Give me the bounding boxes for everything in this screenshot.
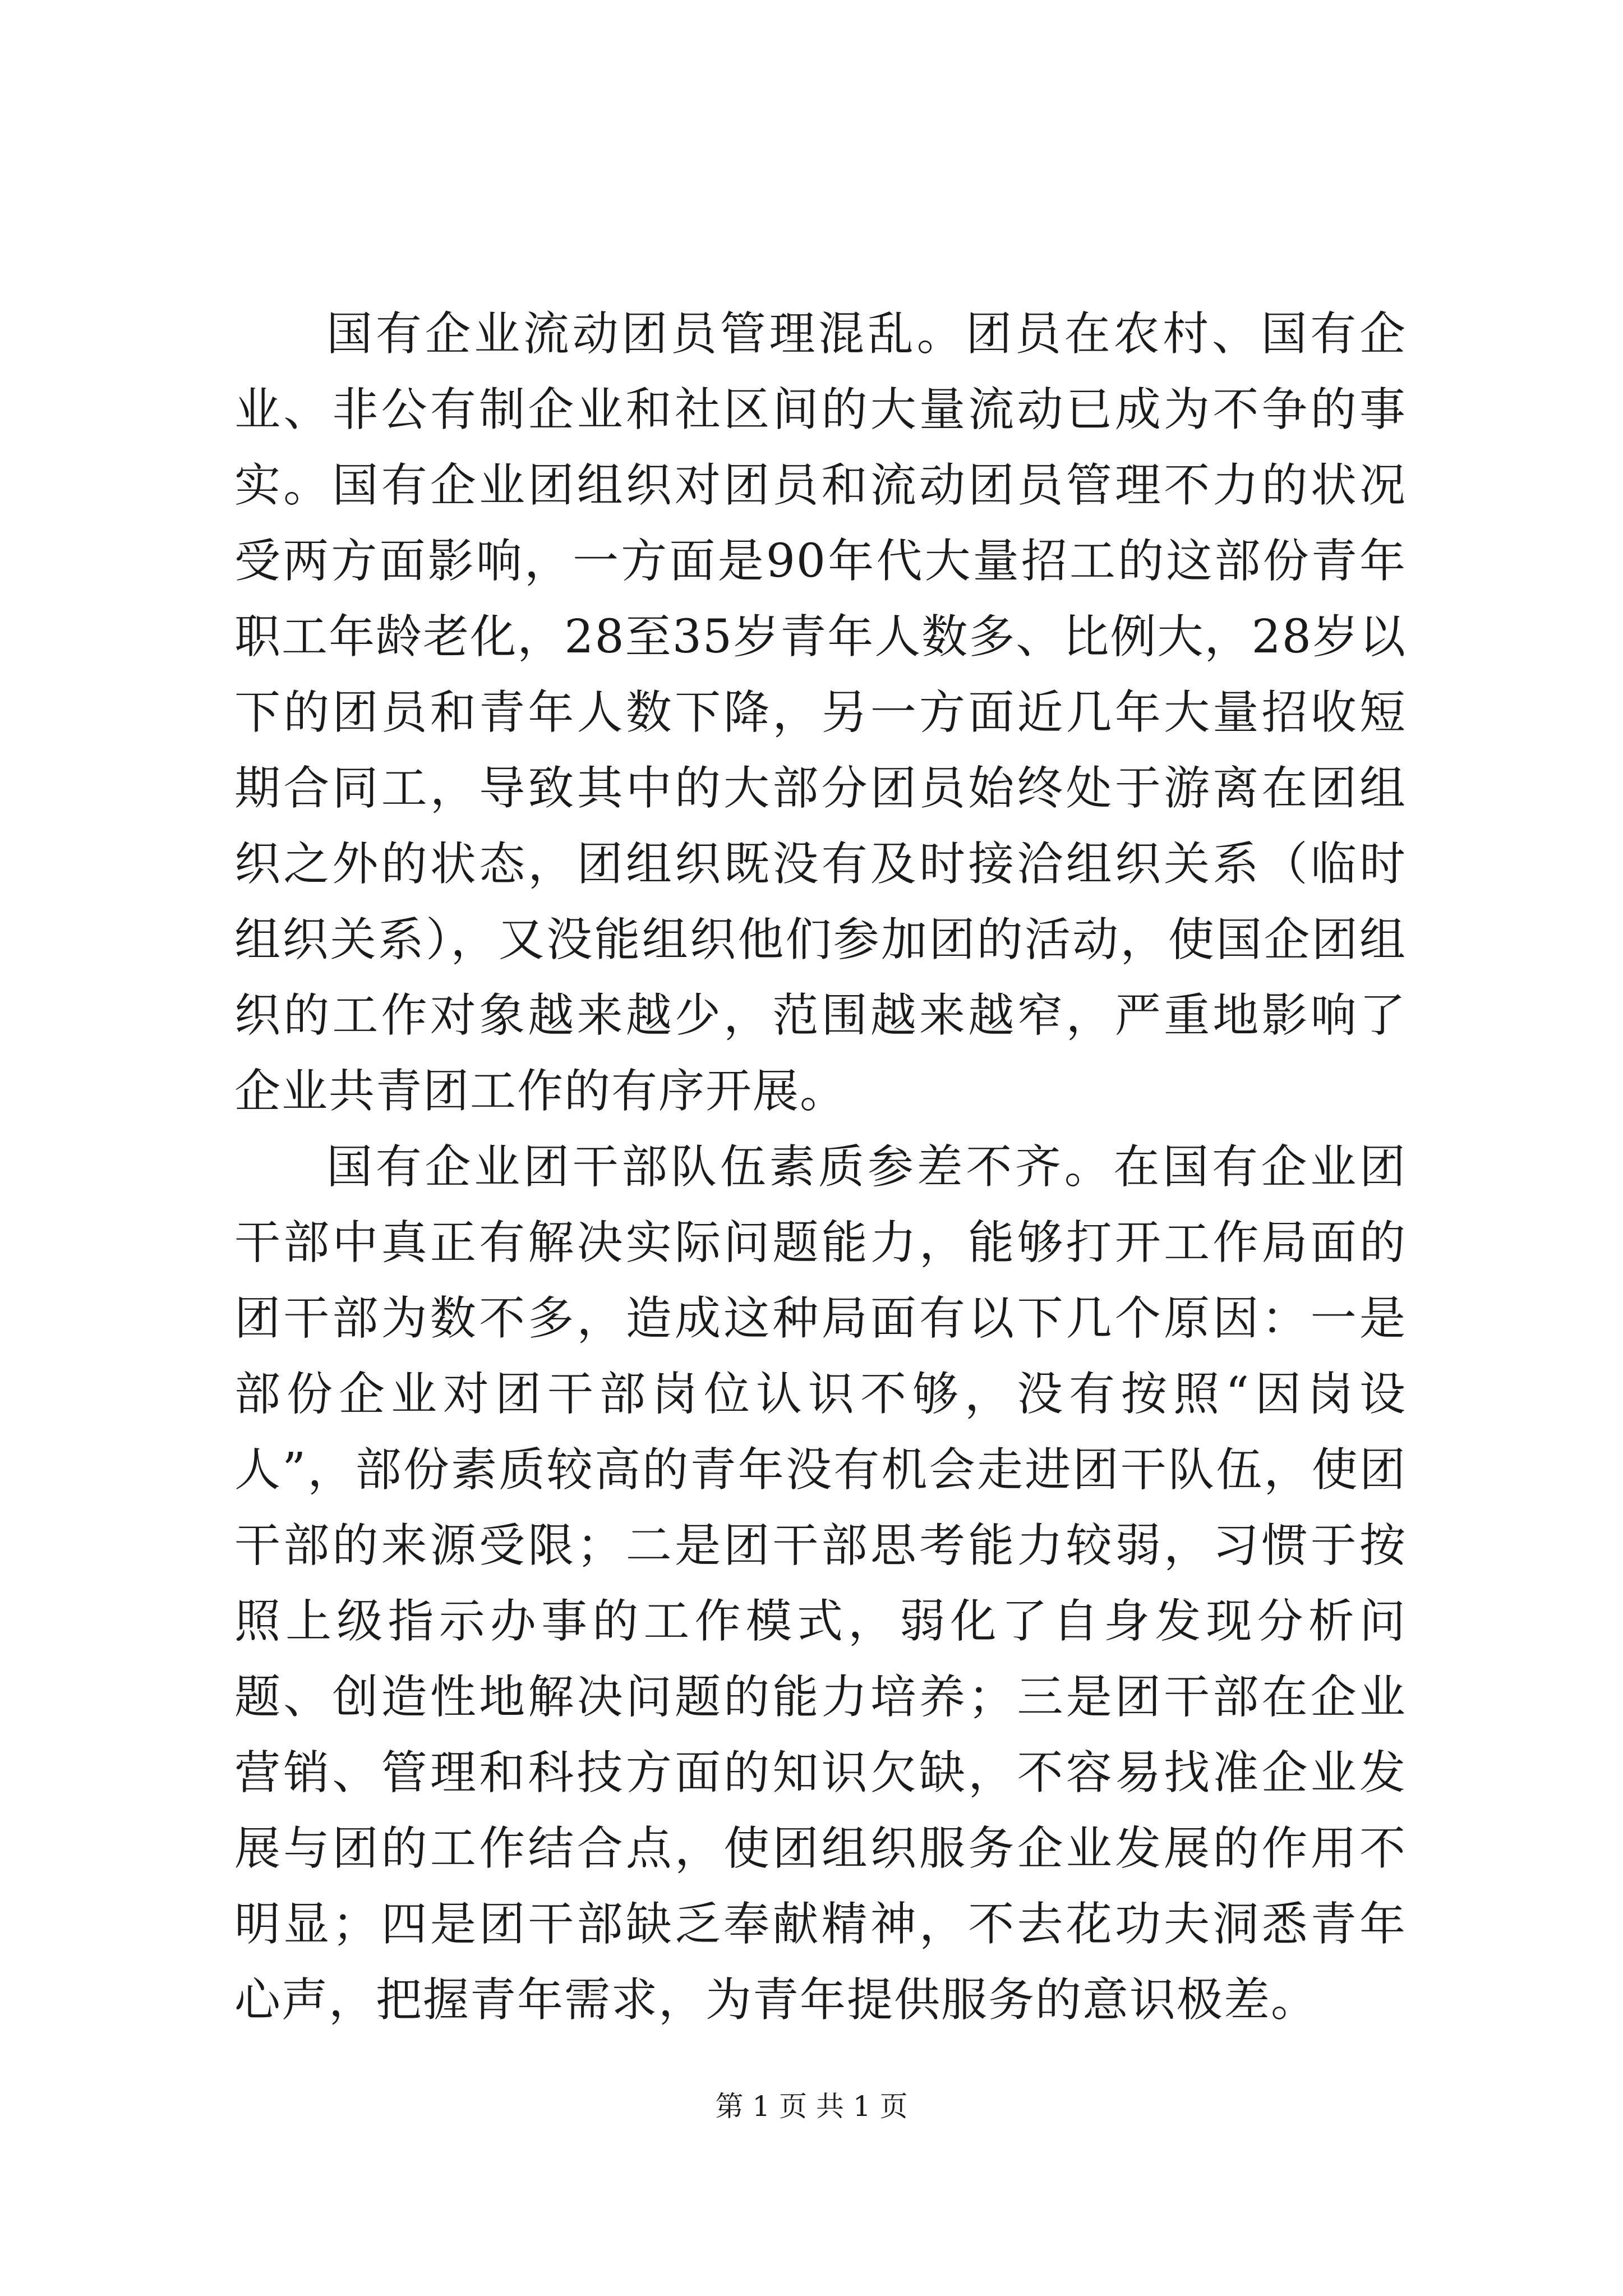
document-body [234, 296, 1407, 2038]
page-number-footer: 第 1 页 共 1 页 [715, 2090, 908, 2123]
paragraph-cadre-quality: 国有企业团干部队伍素质参差不齐。在国有企业团干部中真正有解决实际问题能力，能够打开工作局面的团干部为数不多，造成这种局面有以下几个原因：一是部份企业对团干部岗位认识不够，没有按照“因岗设人”，部份素质较高的青年没有机会走进团干队伍，使团干部的来源受限；二是团干部思考能力较弱，习惯于按照上级指示办事的工作模式，弱化了自身发现分析问题、创造性地解决问题的能力培养；三是团干部在企业营销、管理和科技方面的知识欠缺，不容易找准企业发展与团的工作结合点，使团组织服务企业发展的作用不明显；四是团干部缺乏奉献精神，不去花功夫洞悉青年心声，把握青年需求，为青年提供服务的意识极差。 [234, 1140, 1407, 2027]
paragraph-mobile-member-management: 国有企业流动团员管理混乱。团员在农村、国有企业、非公有制企业和社区间的大量流动已成为不争的事实。国有企业团组织对团员和流动团员管理不力的状况受两方面影响，一方面是90年代大量招工的这部份青年职工年龄老化，28至35岁青年人数多、比例大，28岁以下的团员和青年人数下降，另一方面近几年大量招收短期合同工，导致其中的大部分团员始终处于游离在团组织之外的状态，团组织既没有及时接洽组织关系（临时组织关系），又没能组织他们参加团的活动，使国企团组织的工作对象越来越少，范围越来越窄，严重地影响了企业共青团工作的有序开展。 [234, 307, 1407, 1118]
